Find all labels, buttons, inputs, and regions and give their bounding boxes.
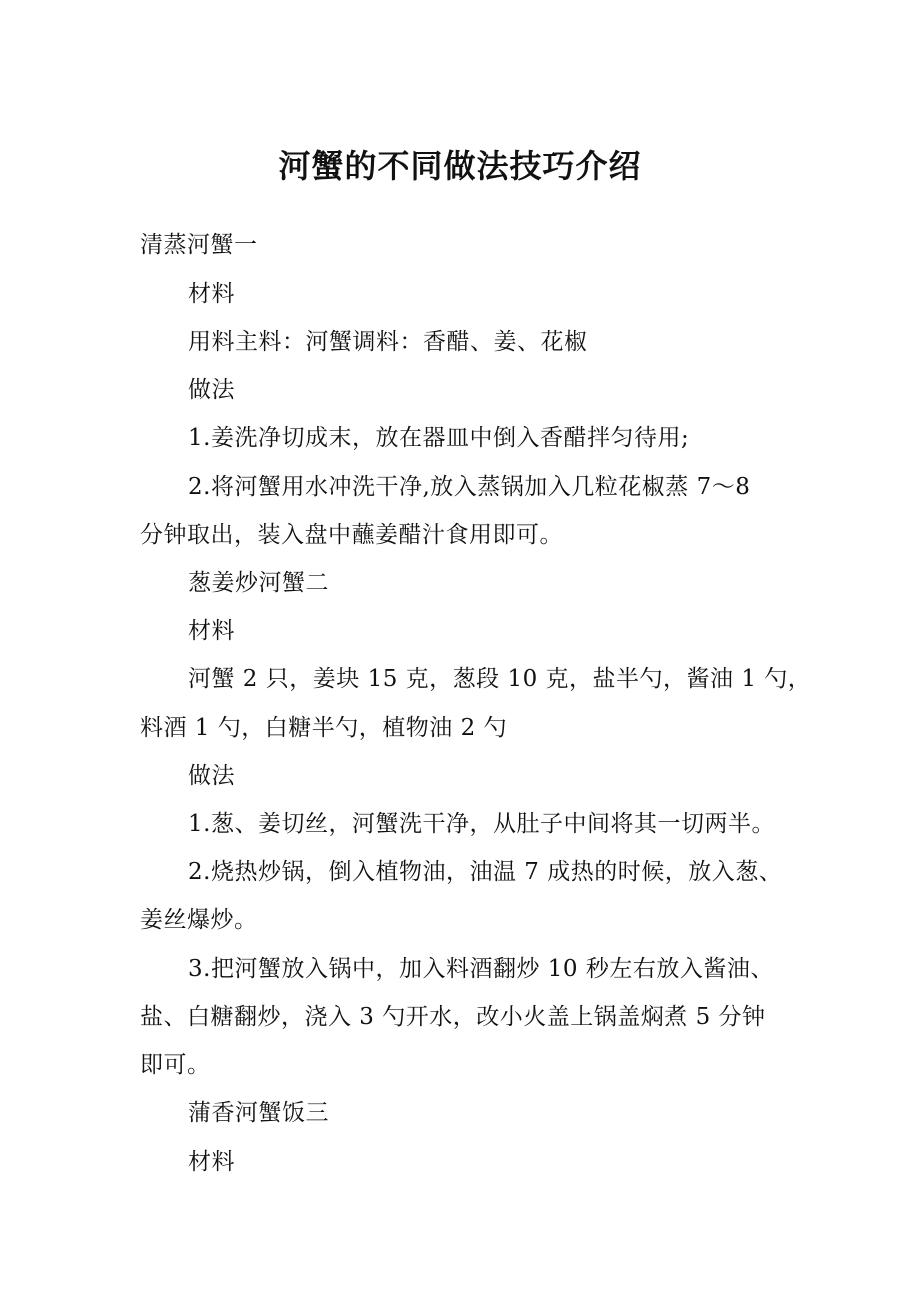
ingredients-text: 用料主料：河蟹调料：香醋、姜、花椒 (188, 329, 588, 355)
step-text: 2.烧热炒锅，倒入植物油，油温 7 成热的时候，放入葱、 (188, 859, 783, 885)
materials-label: 材料 (188, 618, 235, 644)
section-heading-3: 蒲香河蟹饭三 (188, 1100, 329, 1126)
step-text-continued: 姜丝爆炒。 (140, 907, 258, 933)
materials-label: 材料 (188, 1149, 235, 1175)
method-label: 做法 (188, 763, 235, 789)
step-text-continued: 盐、白糖翻炒，浇入 3 勺开水，改小火盖上锅盖焖煮 5 分钟 (140, 1004, 766, 1030)
step-text: 1.姜洗净切成末，放在器皿中倒入香醋拌匀待用; (188, 425, 690, 451)
step-text: 2.将河蟹用水冲洗干净,放入蒸锅加入几粒花椒蒸 7～8 (188, 474, 751, 500)
document-title: 河蟹的不同做法技巧介绍 (278, 147, 642, 185)
step-text: 3.把河蟹放入锅中，加入料酒翻炒 10 秒左右放入酱油、 (188, 956, 774, 982)
step-text-continued: 分钟取出，装入盘中蘸姜醋汁食用即可。 (140, 522, 563, 548)
method-label: 做法 (188, 377, 235, 403)
section-heading-2: 葱姜炒河蟹二 (188, 570, 329, 596)
section-heading-1: 清蒸河蟹一 (140, 232, 258, 258)
step-text-continued: 即可。 (140, 1052, 211, 1078)
ingredients-text: 河蟹 2 只，姜块 15 克，葱段 10 克，盐半勺，酱油 1 勺， (188, 666, 812, 692)
ingredients-text-continued: 料酒 1 勺，白糖半勺，植物油 2 勺 (140, 715, 508, 741)
step-text: 1.葱、姜切丝，河蟹洗干净，从肚子中间将其一切两半。 (188, 811, 775, 837)
materials-label: 材料 (188, 281, 235, 307)
